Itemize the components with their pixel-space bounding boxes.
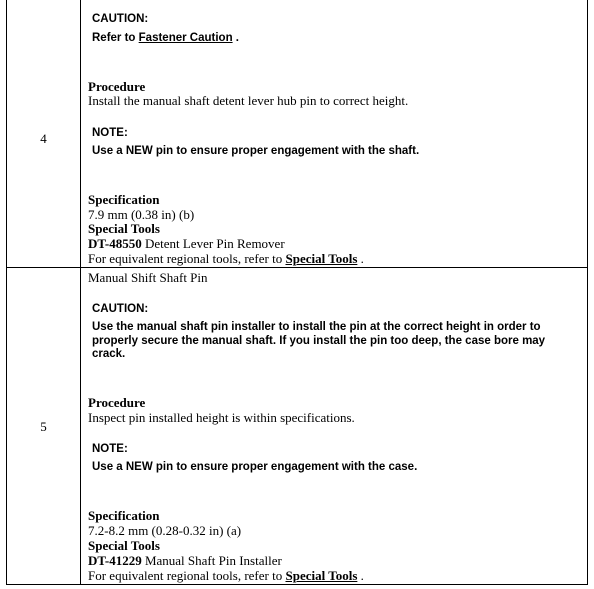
procedure-label: Procedure: [88, 79, 146, 94]
specification-value: 7.9 mm (0.38 in) (b): [88, 207, 195, 222]
caution-text-line-3: crack.: [92, 348, 126, 360]
tool-line: DT-48550 Detent Lever Pin Remover: [88, 236, 285, 251]
procedure-text: Inspect pin installed height is within specifications.: [88, 410, 355, 425]
note-text: Use a NEW pin to ensure proper engagement with the case.: [92, 461, 418, 473]
special-tools-label: Special Tools: [88, 538, 160, 553]
tool-line: DT-41229 Manual Shaft Pin Installer: [88, 553, 282, 568]
note-label: NOTE:: [92, 443, 128, 455]
step-number: 4: [40, 131, 47, 146]
note-label: NOTE:: [92, 127, 128, 139]
special-tools-link[interactable]: Special Tools: [285, 568, 358, 583]
equivalent-tools-line: For equivalent regional tools, refer to Special Tools .: [88, 251, 364, 266]
caution-text: Refer to Fastener Caution .: [92, 32, 239, 44]
tool-code: DT-48550: [88, 236, 142, 251]
specification-value: 7.2-8.2 mm (0.28-0.32 in) (a): [88, 523, 242, 538]
tool-code: DT-41229: [88, 553, 142, 568]
procedure-table: [6, 0, 588, 585]
procedure-text: Install the manual shaft detent lever hub pin to correct height.: [88, 93, 409, 108]
specification-label: Specification: [88, 508, 160, 523]
special-tools-label: Special Tools: [88, 221, 160, 236]
caution-text-line-2: properly secure the manual shaft. If you install the pin too deep, the case bore may: [92, 335, 546, 347]
step-title: Manual Shift Shaft Pin: [88, 270, 208, 285]
note-text: Use a NEW pin to ensure proper engagement with the shaft.: [92, 145, 420, 157]
equivalent-tools-line: For equivalent regional tools, refer to Special Tools .: [88, 568, 364, 583]
special-tools-link[interactable]: Special Tools: [285, 251, 358, 266]
step-number: 5: [40, 419, 47, 434]
caution-label: CAUTION:: [92, 303, 149, 315]
procedure-label: Procedure: [88, 395, 146, 410]
caution-label: CAUTION:: [92, 13, 149, 25]
fastener-caution-link[interactable]: Fastener Caution: [138, 32, 233, 44]
caution-text-line-1: Use the manual shaft pin installer to install the pin at the correct height in order to: [92, 321, 541, 333]
row-divider: [7, 267, 587, 268]
specification-label: Specification: [88, 192, 160, 207]
column-divider: [80, 0, 81, 584]
